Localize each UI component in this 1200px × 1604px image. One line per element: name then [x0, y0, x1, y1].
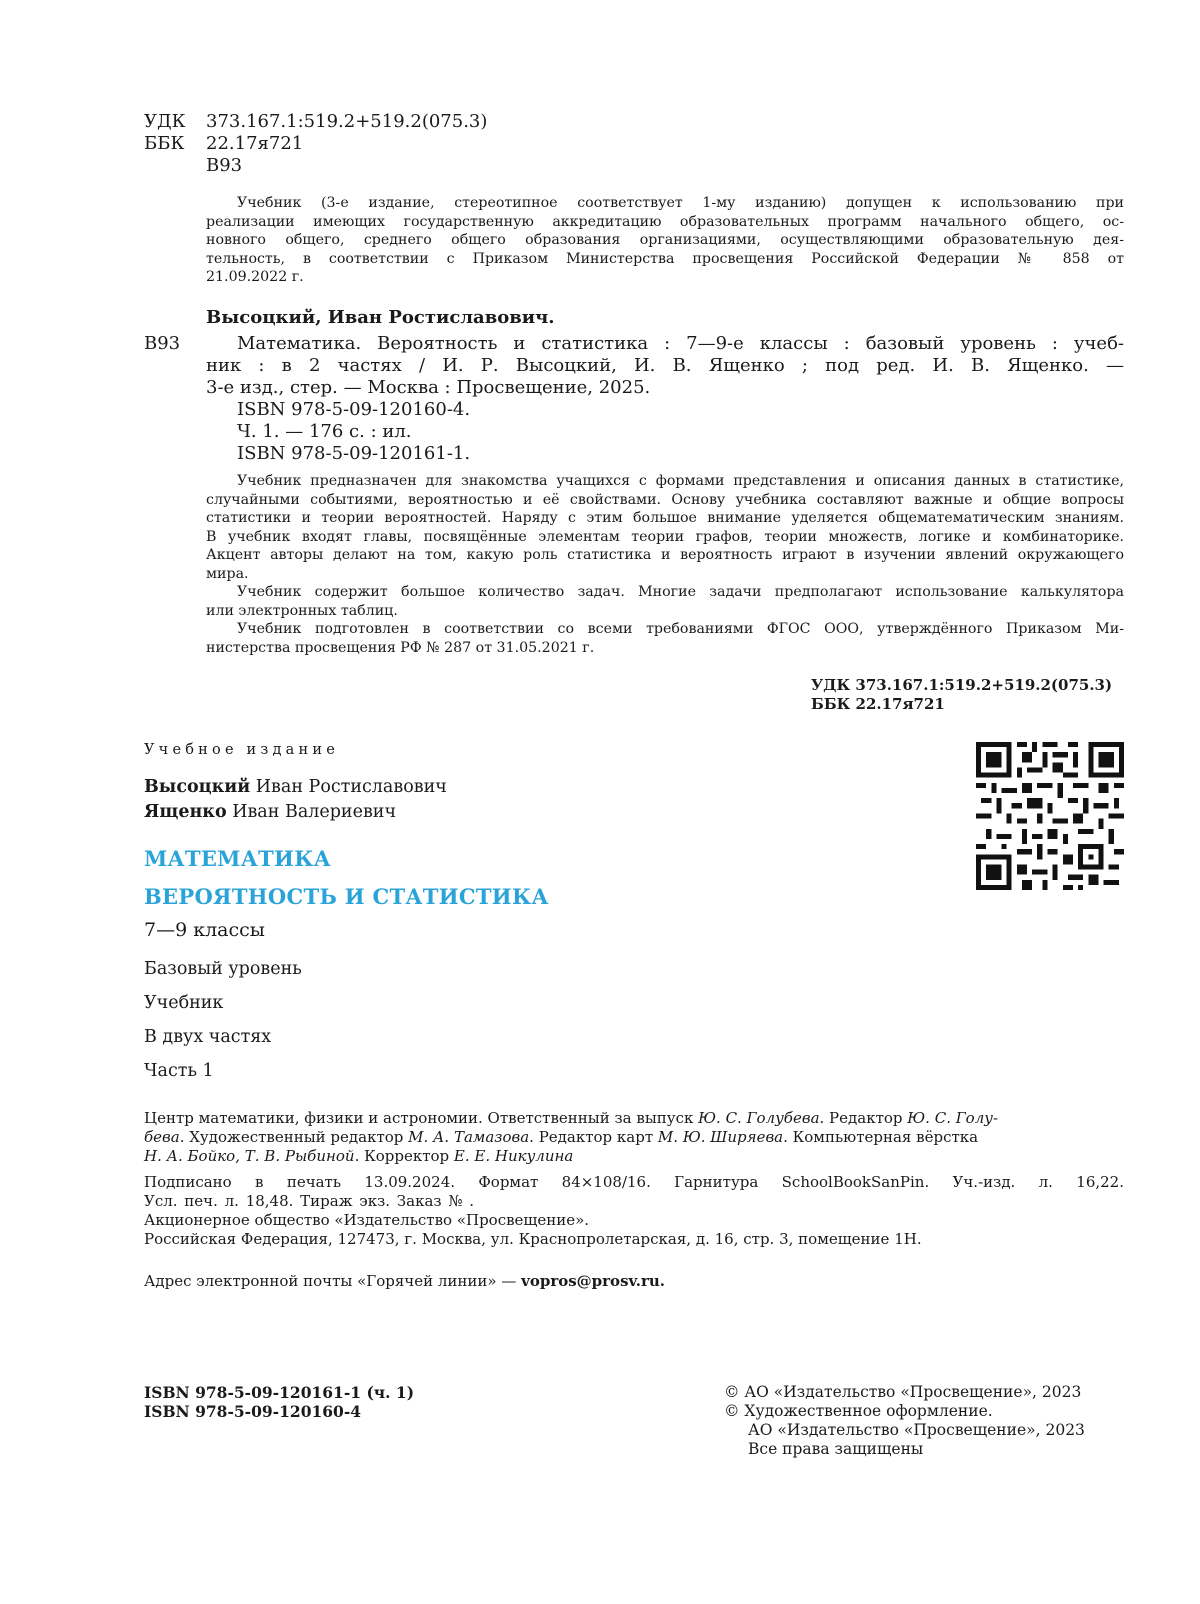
annotation-line: нистерства просвещения РФ № 287 от 31.05.2021 г. — [206, 639, 595, 656]
part-number: Часть 1 — [144, 1061, 214, 1081]
title-probability: ВЕРОЯТНОСТЬ И СТАТИСТИКА — [144, 884, 549, 909]
qr-code — [976, 742, 1124, 890]
credits-person: М. Ю. Ширяева — [657, 1128, 784, 1146]
edition-label: Учебное издание — [144, 742, 340, 758]
isbn-bottom-set: ISBN 978-5-09-120160-4 — [144, 1402, 362, 1421]
credits-person: Е. Е. Никулина — [453, 1147, 574, 1165]
approval-line: Учебник (3-е издание, стереотипное соответствует 1-му изданию) допущен к использованию при — [237, 195, 1124, 211]
credits-text: . Редактор карт — [529, 1128, 658, 1146]
bbk-line — [144, 133, 303, 155]
hotline-email[interactable]: vopros@prosv.ru. — [521, 1272, 665, 1290]
bbk-label: ББК — [144, 133, 185, 154]
annotation-line: Учебник предназначен для знакомства учащихся с формами представления и описания данных в статистике, — [237, 473, 1124, 489]
author-2-first: Иван Валериевич — [226, 802, 397, 822]
annotation-line: случайными событиями, вероятностью и её свойствами. Основу учебника составляют важные и общие вопросы — [206, 491, 1124, 508]
catalog-mark: В93 — [144, 333, 181, 354]
credits-person: бева — [144, 1128, 180, 1146]
catalog-author-heading: Высоцкий, Иван Ростиславович. — [206, 307, 555, 328]
classification-right — [811, 676, 1123, 713]
catalog-line: Математика. Вероятность и статистика : 7—9-е классы : базовый уровень : учеб- — [237, 333, 1124, 354]
copyright-line: Все права защищены — [748, 1440, 924, 1458]
imprint-line: Российская Федерация, 127473, г. Москва, ул. Краснопролетарская, д. 16, стр. 3, помещение 1Н. — [144, 1230, 922, 1248]
isbn-bottom-part: ISBN 978-5-09-120161-1 (ч. 1) — [144, 1383, 415, 1402]
credits-text: . Редактор — [819, 1109, 908, 1127]
catalog-isbn-part: ISBN 978-5-09-120161-1. — [237, 443, 471, 464]
credits-text: . Корректор — [354, 1147, 454, 1165]
approval-line: 21.09.2022 г. — [206, 269, 304, 285]
catalog-line: 3-е изд., стер. — Москва : Просвещение, 2025. — [206, 377, 651, 398]
annotation-block — [206, 472, 1124, 657]
copyright-line: © АО «Издательство «Просвещение», 2023 — [724, 1383, 1082, 1401]
imprint-line: Усл. печ. л. 18,48. Тираж экз. Заказ № . — [144, 1192, 475, 1210]
grades: 7—9 классы — [144, 919, 265, 941]
imprint-block — [144, 1173, 1124, 1249]
copyright-line: АО «Издательство «Просвещение», 2023 — [748, 1421, 1085, 1439]
approval-block — [206, 194, 1124, 287]
book-type: Учебник — [144, 993, 224, 1013]
author-1-last: Высоцкий — [144, 777, 251, 797]
imprint-line: Подписано в печать 13.09.2024. Формат 84×108/16. Гарнитура SchoolBookSanPin. Уч.-изд. л. 16,22. — [144, 1173, 1124, 1191]
approval-line: реализации имеющих государственную аккредитацию образовательных программ начального общего, ос- — [206, 213, 1124, 230]
isbn-bottom — [144, 1383, 414, 1421]
catalog-line: ник : в 2 частях / И. Р. Высоцкий, И. В. Ященко ; под ред. И. В. Ященко. — — [206, 355, 1124, 376]
parts-count: В двух частях — [144, 1027, 272, 1047]
credits-person: Н. А. Бойко, Т. В. Рыбиной — [144, 1147, 355, 1165]
annotation-line: Учебник содержит большое количество задач. Многие задачи предполагают использование калькулятора — [237, 584, 1124, 600]
credits-text: . Художественный редактор — [179, 1128, 409, 1146]
imprint-line: Акционерное общество «Издательство «Просвещение». — [144, 1211, 590, 1229]
author-2 — [144, 801, 396, 823]
annotation-line: мира. — [206, 565, 249, 582]
credits-person: Ю. С. Голубева — [698, 1109, 820, 1127]
annotation-line: или электронных таблиц. — [206, 602, 398, 619]
udk-label: УДК — [144, 111, 186, 132]
annotation-line: Акцент авторы делают на том, какую роль статистика и вероятность играют в изучении явлений окружающего — [206, 547, 1124, 563]
author-2-last: Ященко — [144, 802, 227, 822]
credits-block — [144, 1109, 1124, 1166]
copyright-line: © Художественное оформление. — [724, 1402, 993, 1420]
level: Базовый уровень — [144, 959, 302, 979]
hotline — [144, 1272, 665, 1291]
catalog-isbn-set: ISBN 978-5-09-120160-4. — [237, 399, 471, 420]
author-mark-top: В93 — [206, 155, 243, 176]
catalog-part-info: Ч. 1. — 176 с. : ил. — [237, 421, 412, 442]
udk-value: 373.167.1:519.2+519.2(075.3) — [206, 111, 488, 132]
credits-person: М. А. Тамазова — [408, 1128, 530, 1146]
title-math: МАТЕМАТИКА — [144, 846, 332, 871]
udk-right: УДК 373.167.1:519.2+519.2(075.3) — [811, 676, 1113, 694]
approval-line: тельность, в соответствии с Приказом Министерства просвещения Российской Федерации № 858 от — [206, 250, 1124, 267]
bbk-value: 22.17я721 — [206, 133, 304, 154]
approval-line: новного общего, среднего общего образования организациями, осуществляющими образовательную дея- — [206, 232, 1124, 248]
annotation-line: В учебник входят главы, посвящённые элементам теории графов, теории множеств, логике и комбинаторике. — [206, 528, 1124, 545]
annotation-line: Учебник подготовлен в соответствии со всеми требованиями ФГОС ООО, утверждённого Приказом Ми- — [237, 621, 1124, 637]
author-1 — [144, 776, 447, 798]
copyright-block — [724, 1383, 1085, 1459]
credits-text: Центр математики, физики и астрономии. Ответственный за выпуск — [144, 1109, 699, 1127]
annotation-line: статистики и теории вероятностей. Наряду с этим большое внимание уделяется общематематическим знаниям. — [206, 510, 1124, 526]
credits-text: . Компьютерная вёрстка — [783, 1128, 979, 1146]
credits-person: Ю. С. Голу- — [907, 1109, 999, 1127]
bbk-right: ББК 22.17я721 — [811, 694, 945, 713]
udk-line — [144, 111, 487, 133]
author-1-first: Иван Ростиславович — [250, 777, 447, 797]
hotline-text: Адрес электронной почты «Горячей линии» — — [144, 1272, 522, 1290]
catalog-description — [206, 333, 1124, 465]
